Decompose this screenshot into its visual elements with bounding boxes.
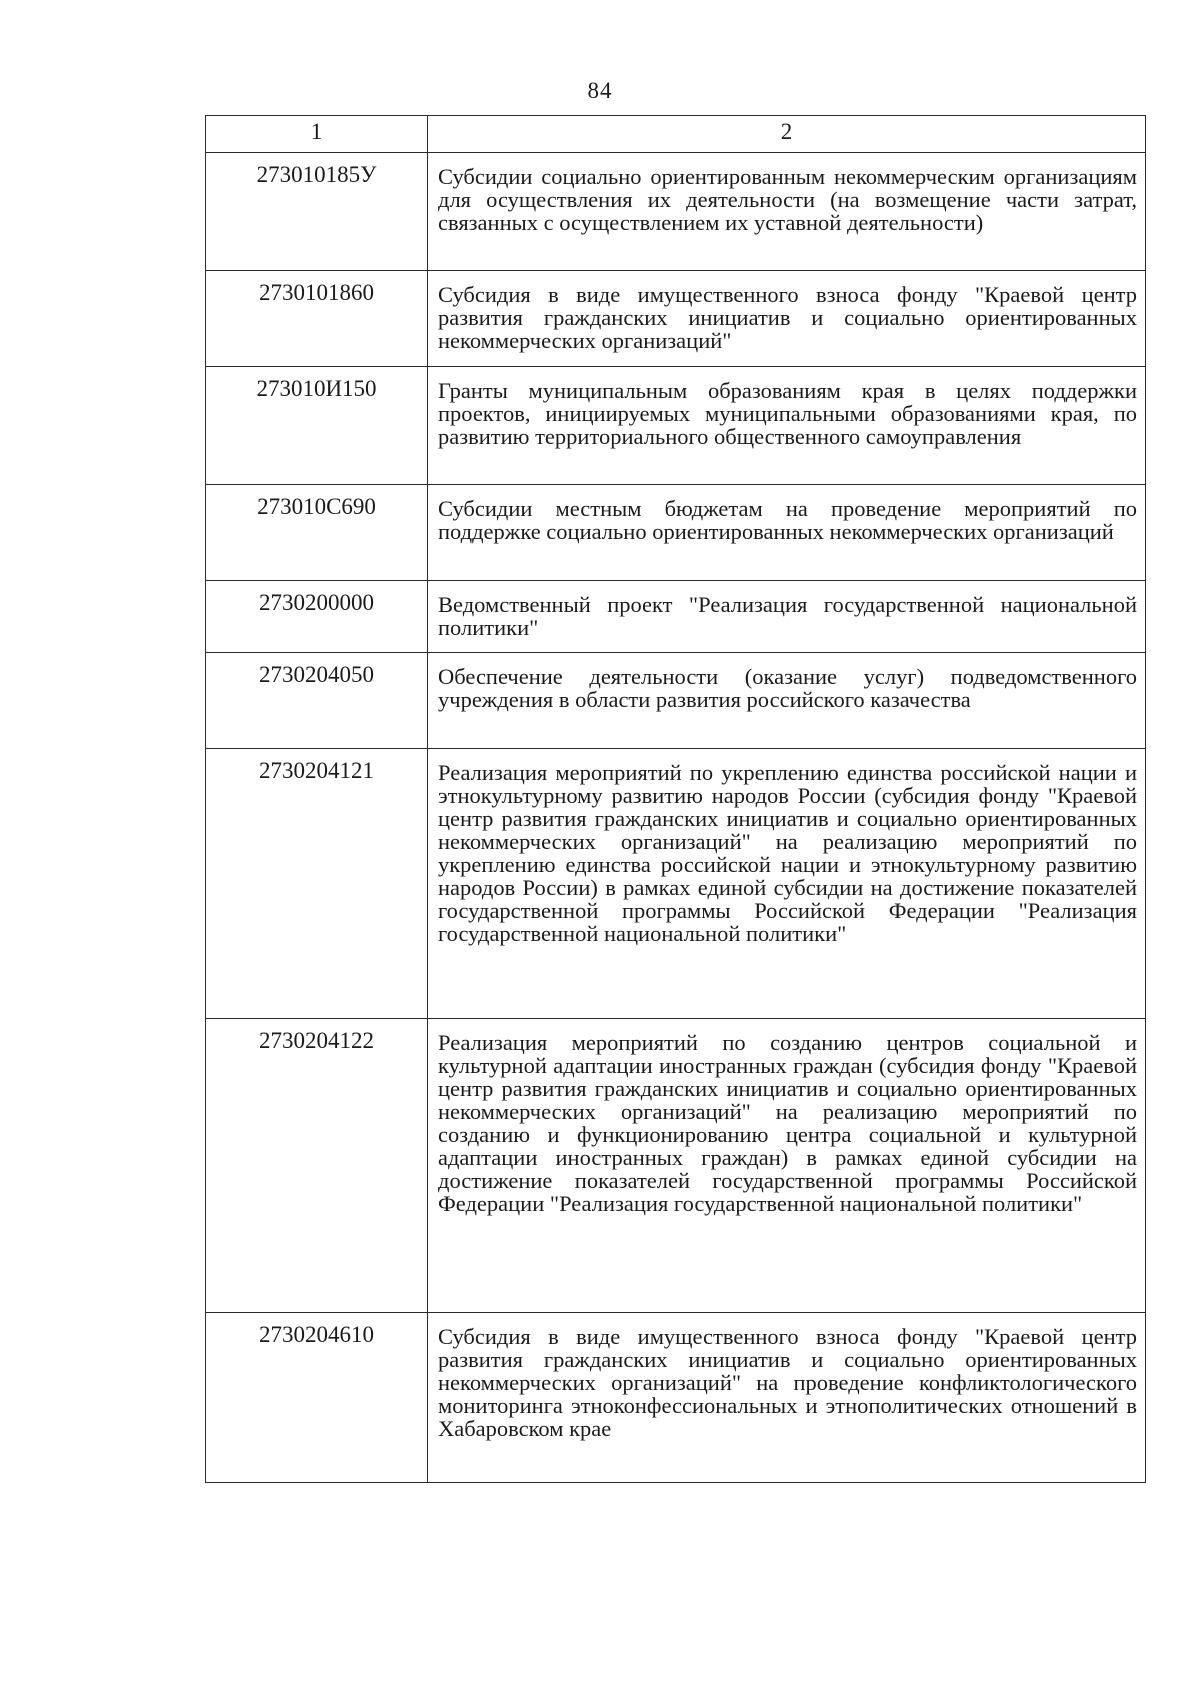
row-code: 273010С690 (206, 485, 428, 581)
row-code: 2730204610 (206, 1313, 428, 1483)
table-header-row (206, 116, 1146, 153)
table-row (206, 749, 1146, 1019)
table-row (206, 485, 1146, 581)
budget-classification-table (205, 115, 1146, 1483)
row-code: 2730204122 (206, 1019, 428, 1313)
row-description: Гранты муниципальным образованиям края в целях поддержки проектов, инициируемых муниципальными образованиями края, по развитию территориального общественного самоуправления (428, 367, 1146, 485)
row-description: Реализация мероприятий по созданию центров социальной и культурной адаптации иностранных граждан (субсидия фонду "Краевой центр развития гражданских инициатив и социально ориентированных некоммерческих организаций" на реализацию мероприятий по созданию и функционированию центра социальной и культурной адаптации иностранных граждан) в рамках единой субсидии на достижение показателей государственной программы Российской Федерации "Реализация государственной национальной политики" (428, 1019, 1146, 1313)
row-code: 2730204121 (206, 749, 428, 1019)
table-row (206, 653, 1146, 749)
column-header-code: 1 (206, 116, 428, 153)
row-description: Субсидии социально ориентированным некоммерческим организациям для осуществления их деятельности (на возмещение части затрат, связанных с осуществлением их уставной деятельности) (428, 153, 1146, 271)
table-row (206, 367, 1146, 485)
row-description: Ведомственный проект "Реализация государственной национальной политики" (428, 581, 1146, 653)
row-code: 273010И150 (206, 367, 428, 485)
row-description: Реализация мероприятий по укреплению единства российской нации и этнокультурному развитию народов России (субсидия фонду "Краевой центр развития гражданских инициатив и социально ориентированных некоммерческих организаций" на реализацию мероприятий по укреплению единства российской нации и этнокультурному развитию народов России) в рамках единой субсидии на достижение показателей государственной программы Российской Федерации "Реализация государственной национальной политики" (428, 749, 1146, 1019)
row-code: 2730204050 (206, 653, 428, 749)
table-row (206, 581, 1146, 653)
row-description: Субсидии местным бюджетам на проведение мероприятий по поддержке социально ориентированных некоммерческих организаций (428, 485, 1146, 581)
row-description: Субсидия в виде имущественного взноса фонду "Краевой центр развития гражданских инициатив и социально ориентированных некоммерческих организаций" (428, 271, 1146, 367)
row-description: Субсидия в виде имущественного взноса фонду "Краевой центр развития гражданских инициатив и социально ориентированных некоммерческих организаций" на проведение конфликтологического мониторинга этноконфессиональных и этнополитических отношений в Хабаровском крае (428, 1313, 1146, 1483)
table-row (206, 1313, 1146, 1483)
table-row (206, 271, 1146, 367)
row-code: 2730200000 (206, 581, 428, 653)
row-code: 2730101860 (206, 271, 428, 367)
table-row (206, 153, 1146, 271)
table-row (206, 1019, 1146, 1313)
row-code: 273010185У (206, 153, 428, 271)
page-number: 84 (587, 78, 613, 103)
row-description: Обеспечение деятельности (оказание услуг) подведомственного учреждения в области развития российского казачества (428, 653, 1146, 749)
column-header-name: 2 (428, 116, 1146, 153)
